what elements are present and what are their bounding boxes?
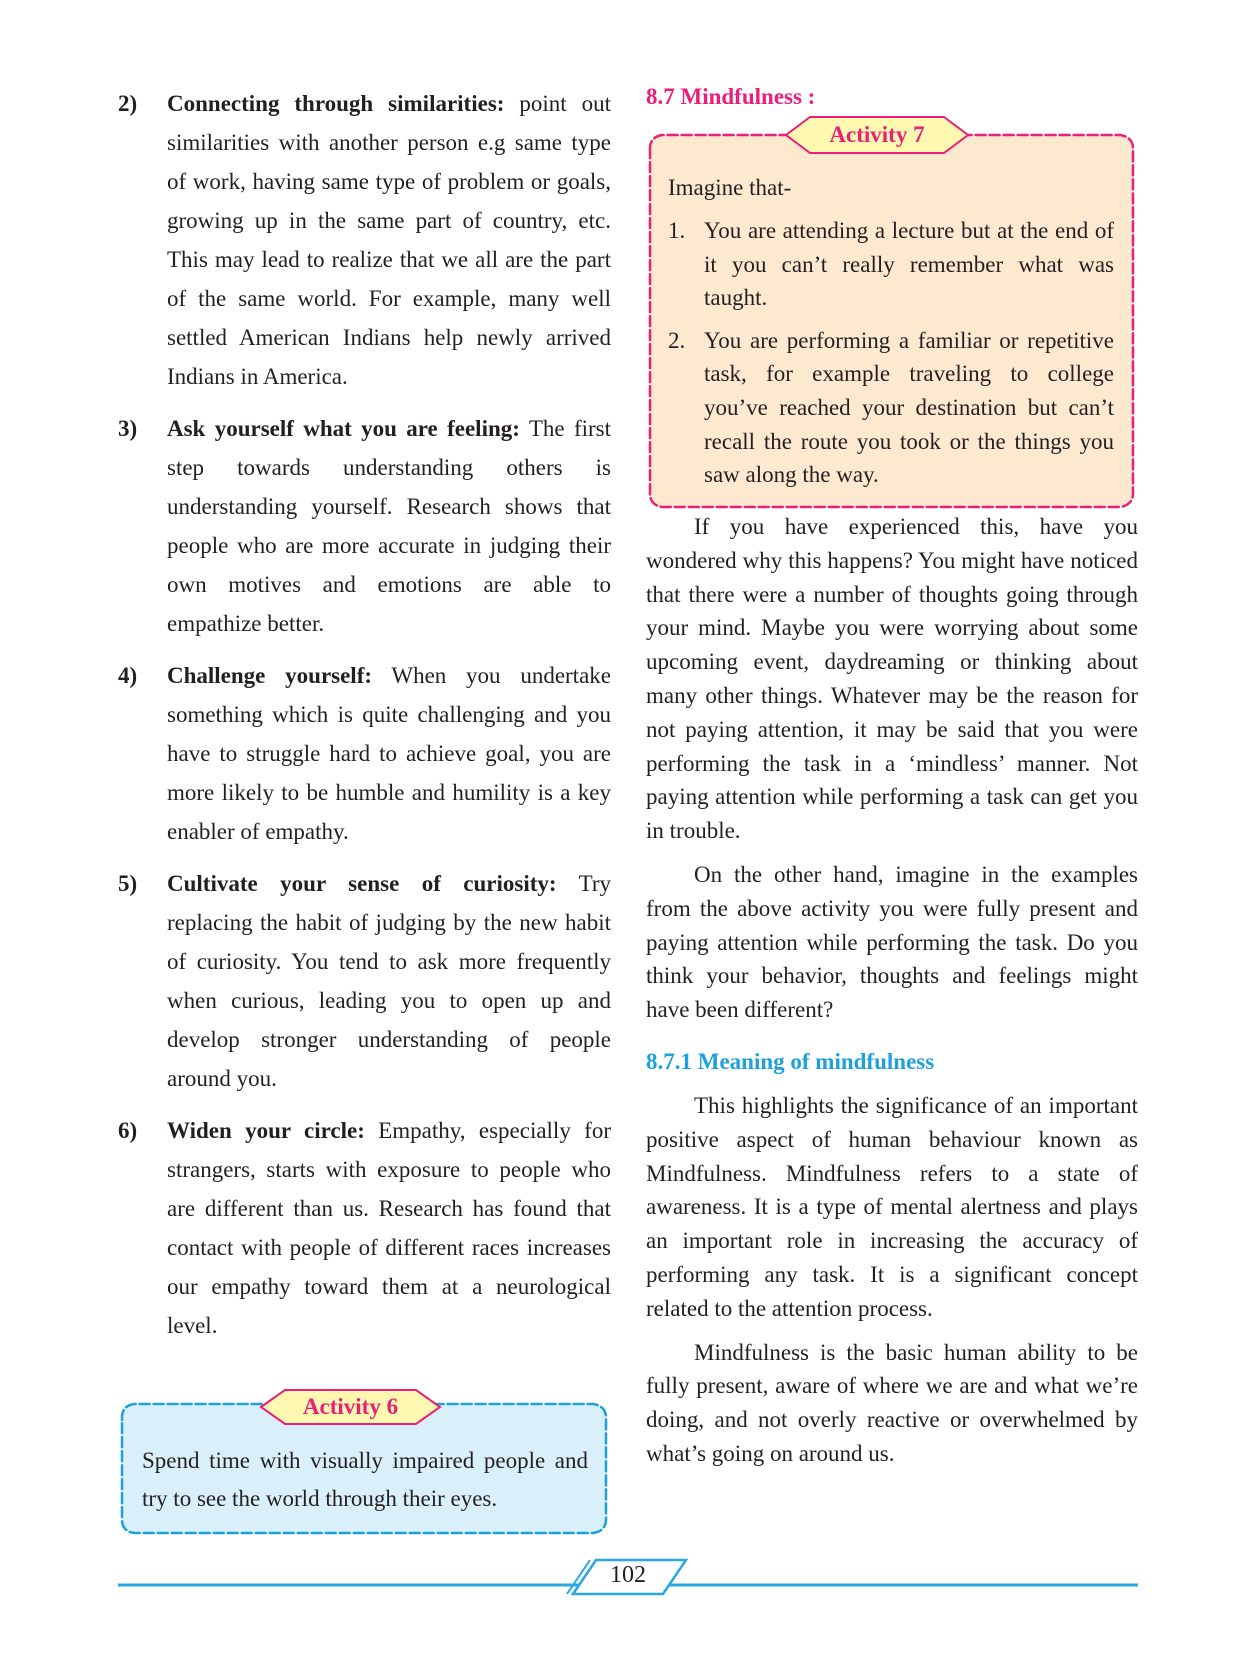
activity-6-box <box>118 1390 611 1547</box>
left-column <box>118 84 611 1358</box>
paragraph: On the other hand, imagine in the examples from the above activity you were fully present and paying attention while performing the task. Do you think your behavior, thoughts and feelings might have been different? <box>646 861 1138 1023</box>
item-number: 4) <box>118 663 138 688</box>
item-text <box>167 1111 611 1345</box>
item-title: Cultivate your sense of curiosity: <box>167 871 557 896</box>
item-body: The first step towards understanding others is understanding yourself. Research shows that people who are more accurate in judging their own motives and emotions are able to empathize better. <box>167 416 611 636</box>
item-text <box>167 84 611 396</box>
paragraph: Mindfulness is the basic human ability to be fully present, aware of where we are and what we’re doing, and not overly reactive or overwhelmed by what’s going on around us. <box>646 1339 1138 1466</box>
item-number: 1. <box>668 218 686 243</box>
activity-6-text: Spend time with visually impaired people and try to see the world through their eyes. <box>142 1448 588 1511</box>
subsection-title: 8.7.1 Meaning of mindfulness <box>646 1048 935 1074</box>
page-footer <box>118 1556 1138 1596</box>
item-number: 6) <box>118 1118 138 1143</box>
item-text <box>167 864 611 1098</box>
list-item-4 <box>118 656 611 851</box>
item-number: 2) <box>118 91 138 116</box>
item-text <box>167 409 611 643</box>
activity-7-item-1 <box>668 214 1114 315</box>
paragraph: This highlights the significance of an important positive aspect of human behaviour known as Mindfulness. Mindfulness refers to a state of awareness. It is a type of mental alertness and plays an important role in increasing the accuracy of performing any task. It is a significant concept related to the attention process. <box>646 1092 1138 1321</box>
list-item-6 <box>118 1111 611 1345</box>
activity-7-box <box>646 117 1138 511</box>
list-item-5 <box>118 864 611 1098</box>
paragraph: If you have experienced this, have you wondered why this happens? You might have noticed that there were a number of thoughts going through your mind. Maybe you were worrying about some upcoming event, daydreaming or thinking about many other things. Whatever may be the reason for not paying attention, it may be said that you were performing the task in a ‘mindless’ manner. Not paying attention while performing a task can get you in trouble. <box>646 514 1138 844</box>
item-text: You are attending a lecture but at the end of it you can’t really remember what was taught. <box>704 218 1114 311</box>
item-number: 5) <box>118 871 138 896</box>
item-title: Challenge yourself: <box>167 663 373 688</box>
item-body: point out similarities with another person e.g same type of work, having same type of problem or goals, growing up in the same part of country, etc. This may lead to realize that we all are the part of the same world. For example, many well settled American Indians help newly arrived Indians in America. <box>167 91 612 389</box>
item-text: You are performing a familiar or repetitive task, for example traveling to college you’ve reached your destination but can’t recall the route you took or the things you saw along the way. <box>704 327 1114 488</box>
activity-7-content <box>668 171 1114 501</box>
item-title: Connecting through similarities: <box>167 91 505 116</box>
page-number: 102 <box>610 1562 646 1588</box>
item-title: Widen your circle: <box>167 1118 365 1143</box>
section-title: 8.7 Mindfulness : <box>646 84 816 109</box>
item-number: 3) <box>118 416 138 441</box>
list-item-2 <box>118 84 611 396</box>
list-item-3 <box>118 409 611 643</box>
activity-6-label: Activity 6 <box>302 1394 399 1419</box>
activity-7-label: Activity 7 <box>829 122 925 147</box>
item-text <box>167 656 611 851</box>
activity-7-item-2 <box>668 324 1114 492</box>
item-body: Empathy, especially for strangers, starts with exposure to people who are different than us. Research has found that contact with people of different races increases our empathy toward them at a neurological level. <box>167 1118 611 1338</box>
item-body: When you undertake something which is quite challenging and you have to struggle hard to achieve goal, you are more likely to be humble and humility is a key enabler of empathy. <box>167 663 611 844</box>
item-number: 2. <box>668 327 686 353</box>
item-title: Ask yourself what you are feeling: <box>167 416 520 441</box>
item-body: Try replacing the habit of judging by the new habit of curiosity. You tend to ask more frequently when curious, leading you to open up and develop stronger understanding of people around you. <box>167 871 611 1091</box>
activity-7-intro: Imagine that- <box>668 175 792 200</box>
